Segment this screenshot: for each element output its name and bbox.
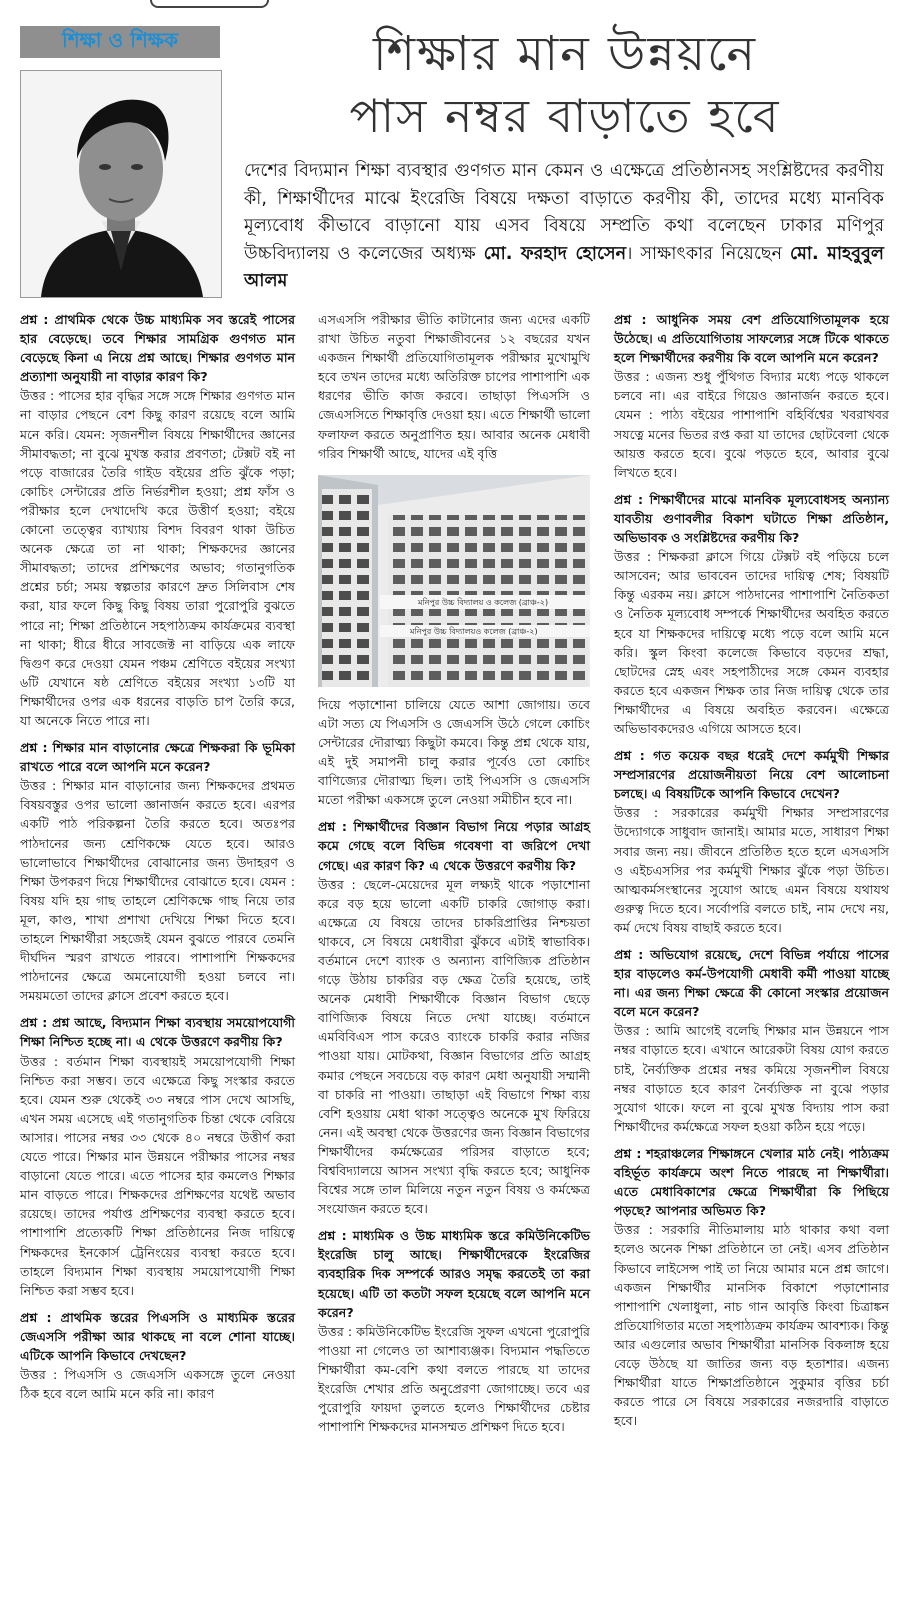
answer: উত্তর : বর্তমান শিক্ষা ব্যবস্থায়ই সময়োপযোগী শিক্ষা নিশ্চিত করা সম্ভব। তবে এক্ষেত্রে কিছু সংস্কার করতে হবে। যেমন শুরু থেকেই ৩৩ নম্বরে পাস দেখে আসছি, এখন সময় এসেছে এই গতানুগতিক চিন্তা থেকে বেরিয়ে আসার। পাসের নম্বর ৩৩ থেকে ৪০ নম্বরে উত্তীর্ণ করা যেতে পারে। শিক্ষার মান উন্নয়নে পরীক্ষার পাসের নম্বর বাড়ানো যেতে পারে। এতে পাসের হার কমলেও শিক্ষার মান বাড়তে পারে। শিক্ষকদের প্রশিক্ষণের যথেষ্ট অভাব রয়েছে। তাদের পর্যাপ্ত প্রশিক্ষণের ব্যবস্থা করতে হবে। পাশাপাশি প্রত্যেকটি শিক্ষা প্রতিষ্ঠানের নিজ দায়িত্বে শিক্ষকদের ইনকোর্স ট্রেনিংয়ের ব্যবস্থা করতে হবে। তাহলে বিদ্যমান শিক্ষা ব্যবস্থায় সময়োপযোগী শিক্ষা নিশ্চিত করা সম্ভব হবে। [20, 1053, 295, 1298]
answer: উত্তর : এজন্য শুধু পুঁথিগত বিদ্যার মধ্যে পড়ে থাকলে চলবে না। এর বাইরে গিয়েও জ্ঞানার্জন করতে হবে। যেমন : পাঠ্য বইয়ের পাশাপাশি বহির্বিশ্বের খবরাখবর সযত্নে মনের ভিতর রপ্ত করা যা তাদের ছোটবেলা থেকে আয়ত্ত করতে হবে। বুঝে পড়তে হবে, আবার বুঝে লিখতে হবে। [614, 369, 889, 480]
question: প্রশ্ন : শিক্ষার মান বাড়ানোর ক্ষেত্রে শিক্ষকরা কি ভূমিকা রাখতে পারে বলে আপনি মনে করেন? [20, 740, 295, 775]
question: প্রশ্ন : অভিযোগ রয়েছে, দেশে বিভিন্ন পর্যায়ে পাসের হার বাড়লেও কর্ম-উপযোগী মেধাবী কর্মী পাওয়া যাচ্ছে না। এর জন্য শিক্ষা ক্ষেত্রে কী কোনো সংস্কার প্রয়োজন বলে মনে করেন? [614, 947, 889, 1020]
top-rule [150, 0, 269, 8]
answer: উত্তর : কমিউনিকেটিভ ইংরেজি সুফল এখনো পুরোপুরি পাওয়া না গেলেও তা আশাব্যঞ্জক। বিদ্যমান পদ্ধতিতে শিক্ষার্থীরা কম-বেশি কথা বলতে পারছে যা তাদের ইংরেজি শেখার প্রতি অনুপ্রেরণা জোগাচ্ছে। তবে এর পুরোপুরি ফায়দা তুলতে হলেও শিক্ষার্থীদের চেষ্টার পাশাপাশি শিক্ষকদের মানসম্মত প্রশিক্ষণ দিতে হবে। [318, 1323, 590, 1435]
question: প্রশ্ন : প্রশ্ন আছে, বিদ্যমান শিক্ষা ব্যবস্থায় সময়োপযোগী শিক্ষা নিশ্চিত হচ্ছে না। এ থেকে উত্তরণে করণীয় কি? [20, 1015, 295, 1050]
question: প্রশ্ন : আধুনিক সময় বেশ প্রতিযোগিতামূলক হয়ে উঠেছে। এ প্রতিযোগিতায় সাফল্যের সঙ্গে টিকে থাকতে হলে শিক্ষার্থীদের করণীয় কি বলে আপনি মনে করেন? [614, 312, 889, 366]
answer-continued: এসএসসি পরীক্ষার ভীতি কাটানোর জন্য এদের একটি রাখা উচিত নতুবা শিক্ষাজীবনের ১২ বছরের যখন একজন শিক্ষার্থী প্রতিযোগিতামূলক পরীক্ষার মুখোমুখি হবে তখন তাদের মধ্যে অতিরিক্ত চাপের পাশাপাশি এক ধরণের ভীতি কাজ করবে। তাছাড়া পিএসসি ও জেএসসিতে শিক্ষাবৃত্তি দেওয়া হয়। এতে শিক্ষার্থী ভালো ফলাফল করতে অনুপ্রাণিত হয়। আবার অনেক মেধাবী গরিব শিক্ষার্থী আছে, যাদের এই বৃত্তি [318, 312, 590, 461]
answer: উত্তর : ছেলে-মেয়েদের মূল লক্ষ্যই থাকে পড়াশোনা করে বড় হয়ে ভালো একটি চাকরি জোগাড় করা। এক্ষেত্রে যে বিষয়ে তাদের চাকরিপ্রাপ্তির নিশ্চয়তা থাকবে, সে বিষয়ে মেধাবীরা ঝুঁকবে এটাই স্বাভাবিক। বর্তমানে দেশে ব্যাংক ও অন্যান্য বাণিজ্যিক প্রতিষ্ঠান গড়ে উঠায় চাকরির বড় ক্ষেত্র তৈরি হয়েছে, তাই অনেক মেধাবী শিক্ষার্থীকে বিজ্ঞান বিভাগ ছেড়ে বাণিজ্যিক বিষয়ে নিতে দেখা যাচ্ছে। বর্তমানে এমবিবিএস পাস করেও ব্যাংকে চাকরি করার নজির পাওয়া যায়। মোটকথা, বিজ্ঞান বিভাগের প্রতি আগ্রহ কমার পেছনে সবচেয়ে বড় কারণ মেধা অনুযায়ী সম্মানী বা চাকরি না পাওয়া। তাছাড়া এই বিভাগে শিক্ষা ব্যয় বেশি হওয়ায় মেধা থাকা সত্ত্বেও অনেকে মুখ ফিরিয়ে নেন। এই অবস্থা থেকে উত্তরণের জন্য বিজ্ঞান বিভাগের শিক্ষার্থীদের কর্মক্ষেত্রের পরিসর বাড়াতে হবে; বিশ্ববিদ্যালয়ে আসন সংখ্যা বৃদ্ধি করতে হবে; আধুনিক বিশ্বের সঙ্গে তাল মিলিয়ে নতুন নতুন বিষয় ও কর্মক্ষেত্র সংযোজন করতে হবে। [318, 876, 590, 1217]
headline-line-1: শিক্ষার মান উন্নয়নে [372, 26, 758, 82]
question: প্রশ্ন : গত কয়েক বছর ধরেই দেশে কর্মমুখী শিক্ষার সম্প্রসারণের প্রয়োজনীয়তা নিয়ে বেশ আলোচনা চলছে। এ বিষয়টিকে আপনি কিভাবে দেখেন? [614, 748, 889, 802]
principal-photo [20, 70, 222, 298]
intro-paragraph [244, 158, 884, 296]
principal-name: মো. ফরহাদ হোসেন [483, 243, 627, 264]
answer-continued: দিয়ে পড়াশোনা চালিয়ে যেতে আশা জোগায়। তবে এটা সত্য যে পিএসসি ও জেএসসি উঠে গেলে কোচিং সেন্টারের দৌরাত্ম্য কিছুটা কমবে। কিন্তু প্রশ্ন থেকে যায়, এই দুই সমাপনী চালু করার পূর্বেও তো কোচিং বাণিজ্যের দৌরাত্ম্য ছিল। তাই পিএসসি ও জেএসসি মতো পরীক্ষা একসঙ্গে তুলে নেওয়া সমীচীন হবে না। [318, 696, 590, 808]
answer: উত্তর : আমি আগেই বলেছি শিক্ষার মান উন্নয়নে পাস নম্বর বাড়াতে হবে। এখানে আরেকটা বিষয় যোগ করতে চাই, নৈর্ব্যক্তিক প্রশ্নের নম্বর কমিয়ে সৃজনশীল বিষয়ে নম্বর বাড়াতে হবে কারণ নৈর্ব্যক্তিক না বুঝে পড়ার সুযোগ থাকে। ফলে না বুঝে মুখস্ত বিদ্যায় পাস করা শিক্ষার্থীদের কর্মক্ষেত্রে সফল হওয়া কঠিন হয়ে পড়ে। [614, 1023, 889, 1134]
intro-text: দেশের বিদ্যমান শিক্ষা ব্যবস্থার গুণগত মান কেমন ও এক্ষেত্রে প্রতিষ্ঠানসহ সংশ্লিষ্টদের করণীয় কী, শিক্ষার্থীদের মাঝে ইংরেজি বিষয়ে দক্ষতা বাড়াতে করণীয় কী, তাদের মধ্যে মানবিক মূল্যবোধ কীভাবে বাড়ানো যায় এসব বিষয়ে সম্প্রতি কথা বলেছেন ঢাকার মণিপুর উচ্চবিদ্যালয় ও কলেজের অধ্যক্ষ [244, 161, 884, 264]
question: প্রশ্ন : শহরাঞ্চলের শিক্ষাঙ্গনে খেলার মাঠ নেই। পাঠ্যক্রম বহির্ভূত কার্যক্রমে অংশ নিতে পারছে না শিক্ষার্থীরা। এতে মেধাবিকাশের ক্ষেত্রে শিক্ষার্থীরা কি পিছিয়ে পড়ছে? আপনার অভিমত কি? [614, 1145, 889, 1219]
building-sign-upper: মনিপুর উচ্চ বিদ্যালয় ও কলেজ (ব্রাঞ্চ-২) [418, 597, 549, 607]
school-building-photo [318, 475, 590, 687]
headline [240, 22, 890, 146]
answer: উত্তর : সরকারি নীতিমালায় মাঠ থাকার কথা বলা হলেও অনেক শিক্ষা প্রতিষ্ঠানে তা নেই। এসব প্রতিষ্ঠান কিভাবে লাইসেন্স পাই তা নিয়ে আমার মনে প্রশ্ন জাগে। একজন শিক্ষার্থীর মানসিক বিকাশে পড়াশোনার পাশাপাশি খেলাধুলা, নাচ গান আবৃত্তি কিংবা চিত্রাঙ্কন প্রতিযোগিতার মতো সহপাঠ্যক্রম কার্যক্রম আবশ্যক। কিন্তু আর এগুলোর অভাব শিক্ষার্থীরা মানসিক বিকলাঙ্গ হয়ে বেড়ে উঠছে যা জাতির জন্য বড় হতাশার। এজন্য শিক্ষার্থীরা যাতে শিক্ষাপ্রতিষ্ঠানে সুকুমার বৃত্তির চর্চা করতে পারে সে বিষয়ে সরকারের নজরদারি বাড়াতে হবে। [614, 1222, 889, 1429]
section-tag: শিক্ষা ও শিক্ষক [20, 26, 220, 58]
interviewer-label: । সাক্ষাৎকার নিয়েছেন [626, 243, 783, 264]
answer: উত্তর : শিক্ষকরা ক্লাসে গিয়ে টেক্সট বই পড়িয়ে চলে আসবেন; আর ভাববেন তাদের দায়িত্ব শেষ; বিষয়টি কিন্তু এরকম নয়। ক্লাসে পাঠদানের পাশাপাশি নৈতিকতা ও নৈতিক মূল্যবোধ সম্পর্কে শিক্ষার্থীদের অবহিত করতে হবে যা শিক্ষকদের দায়িত্বে মধ্যে পড়ে বলে আমি মনে করি। স্কুল কিংবা কলেজে কিভাবে বড়দের শ্রদ্ধা, ছোটদের স্নেহ এবং সহপাঠীদের সঙ্গে কেমন ব্যবহার করতে হবে একজন শিক্ষক তার নিজ দায়িত্ব থেকে তার শিক্ষার্থীদের এ বিষয়ে অবহিত করবেন। এক্ষেত্রে অভিভাবকদেরও এগিয়ে আসতে হবে। [614, 549, 889, 736]
question: প্রশ্ন : প্রাথমিক থেকে উচ্চ মাধ্যমিক সব স্তরেই পাসের হার বেড়েছে। তবে শিক্ষার সামগ্রিক গুণগত মান বেড়েছে কিনা এ নিয়ে প্রশ্ন আছে। শিক্ষার গুণগত মান প্রত্যাশা অনুযায়ী না বাড়ার কারণ কি? [20, 312, 295, 385]
question: প্রশ্ন : শিক্ষার্থীদের বিজ্ঞান বিভাগ নিয়ে পড়ার আগ্রহ কমে গেছে বলে বিভিন্ন গবেষণা বা জরিপে দেখা গেছে। এর কারণ কি? এ থেকে উত্তরণে করণীয় কি? [318, 819, 590, 873]
headline-line-2: পাস নম্বর বাড়াতে হবে [349, 89, 781, 143]
question: প্রশ্ন : শিক্ষার্থীদের মাঝে মানবিক মূল্যবোধসহ অন্যান্য যাবতীয় গুণাবলীর বিকাশ ঘটাতে শিক্ষা প্রতিষ্ঠান, অভিভাবক ও সংশ্লিষ্টদের করণীয় কি? [614, 491, 889, 546]
question: প্রশ্ন : মাধ্যমিক ও উচ্চ মাধ্যমিক স্তরে কমিউনিকেটিভ ইংরেজি চালু আছে। শিক্ষার্থীদেরকে ইংরেজির ব্যবহারিক দিক সম্পর্কে আরও সমৃদ্ধ করতেই তা করা হয়েছে। এটি তা কতটা সফল হয়েছে বলে আপনি মনে করেন? [318, 1228, 590, 1320]
answer: উত্তর : শিক্ষার মান বাড়ানোর জন্য শিক্ষকদের প্রথমত বিষয়বস্তুর ওপর ভালো জ্ঞানার্জন করতে হবে। এরপর একটি পাঠ পরিকল্পনা তৈরি করতে হবে। অতঃপর পাঠদানের জন্য শ্রেণিকক্ষে যেতে হবে। আরও ভালোভাবে শিক্ষার্থীদের বোঝানোর জন্য উদাহরণ ও শিক্ষা উপকরণ দিয়ে শিক্ষার্থীদের বোঝাতে হবে। যেমন : বিষয় যদি হয় গাছ তাহলে শ্রেণিকক্ষে গাছ নিয়ে তার মূল, কাণ্ড, শাখা প্রশাখা দেখিয়ে শিক্ষা দিতে হবে। তাহলে শিক্ষার্থীরা সহজেই যেমন বুঝতে পারবে তেমনি দীর্ঘদিন স্মরণ রাখতে পারবে। পাশাপাশি শিক্ষকদের পাঠদানের ক্ষেত্রে অমনোযোগী হওয়া চলবে না। সময়মতো তাদের ক্লাসে প্রবেশ করতে হবে। [20, 778, 295, 1004]
column-3 [614, 310, 889, 1438]
answer: উত্তর : পাসের হার বৃদ্ধির সঙ্গে সঙ্গে শিক্ষার গুণগত মান না বাড়ার পেছনে বেশ কিছু কারণ রয়েছে বলে আমি মনে করি। যেমন: সৃজনশীল বিষয়ে শিক্ষার্থীদের জ্ঞানের সীমাবদ্ধতা; না বুঝে মুখস্ত করার প্রবণতা; টেক্সট বই না পড়ে বাজারের তৈরি গাইড বইয়ের প্রতি ঝুঁকে পড়া; কোচিং সেন্টারের প্রতি নির্ভরশীল হওয়া; প্রশ্ন ফাঁস ও পরীক্ষার হলে দেখাদেখি করে উত্তীর্ণ হওয়া; বইয়ে কোনো তত্ত্বের ব্যাখ্যায় বিশদ বিবরণ থাকা উচিত অনেক ক্ষেত্রে তা না থাকা; শিক্ষকদের জ্ঞানের সীমাবদ্ধতা; তাদের প্রশিক্ষণের অভাব; গতানুগতিক প্রশ্নের চর্চা; সময় স্বল্পতার কারণে দ্রুত সিলিবাস শেষ করা, যার ফলে কিছু কিছু বিষয় তারা পুরোপুরি বুঝতে পারে না; শিক্ষা প্রতিষ্ঠানে সহপাঠ্যক্রম কার্যক্রমের ব্যবস্থা না থাকা; ধীরে ধীরে সাবজেক্ট না বাড়িয়ে এক লাফে দ্বিগুণ করে দেওয়া যেমন পঞ্চম শ্রেণিতে বইয়ের সংখ্যা ৬টি যেখানে ষষ্ঠ শ্রেণিতে বইয়ের সংখ্যা ১৩টি যা শিক্ষার্থীদের ওপর এক ধরনের বাড়তি চাপ তৈরি করে, যা অনেকে নিতে পারে না। [20, 388, 295, 728]
building-sign-lower: মনিপুর উচ্চ বিদ্যালয়ও কলেজ (ব্রাঞ্চ-২) [410, 626, 538, 636]
column-1 [20, 310, 295, 1411]
interviewer-name: মো. মাহবুবুল আলম [244, 243, 884, 291]
answer: উত্তর : পিএসসি ও জেএসসি একসঙ্গে তুলে নেওয়া ঠিক হবে বলে আমি মনে করি না। কারণ [20, 1367, 295, 1402]
column-2 [318, 310, 590, 1444]
question: প্রশ্ন : প্রাথমিক স্তরের পিএসসি ও মাধ্যমিক স্তরের জেএসসি পরীক্ষা আর থাকছে না বলে শোনা যাচ্ছে। এটিকে আপনি কিভাবে দেখছেন? [20, 1309, 295, 1363]
answer: উত্তর : সরকারের কর্মমুখী শিক্ষার সম্প্রসারণের উদ্যোগকে সাধুবাদ জানাই। আমার মতে, সাধারণ শিক্ষা সবার জন্য নয়। জীবনে প্রতিষ্ঠিত হতে হলে এসএসসি ও এইচএসসির পর কর্মমুখী শিক্ষার ঝুঁকে পড়া উচিত। আত্মকর্মসংস্থানের সুযোগ আছে এমন বিষয়ে যথাযথ গুরুত্ব দিতে হবে। সর্বোপরি বলতে চাই, নাম দেখে নয়, কর্ম দেখে বিষয় বাছাই করতে হবে। [614, 805, 889, 935]
